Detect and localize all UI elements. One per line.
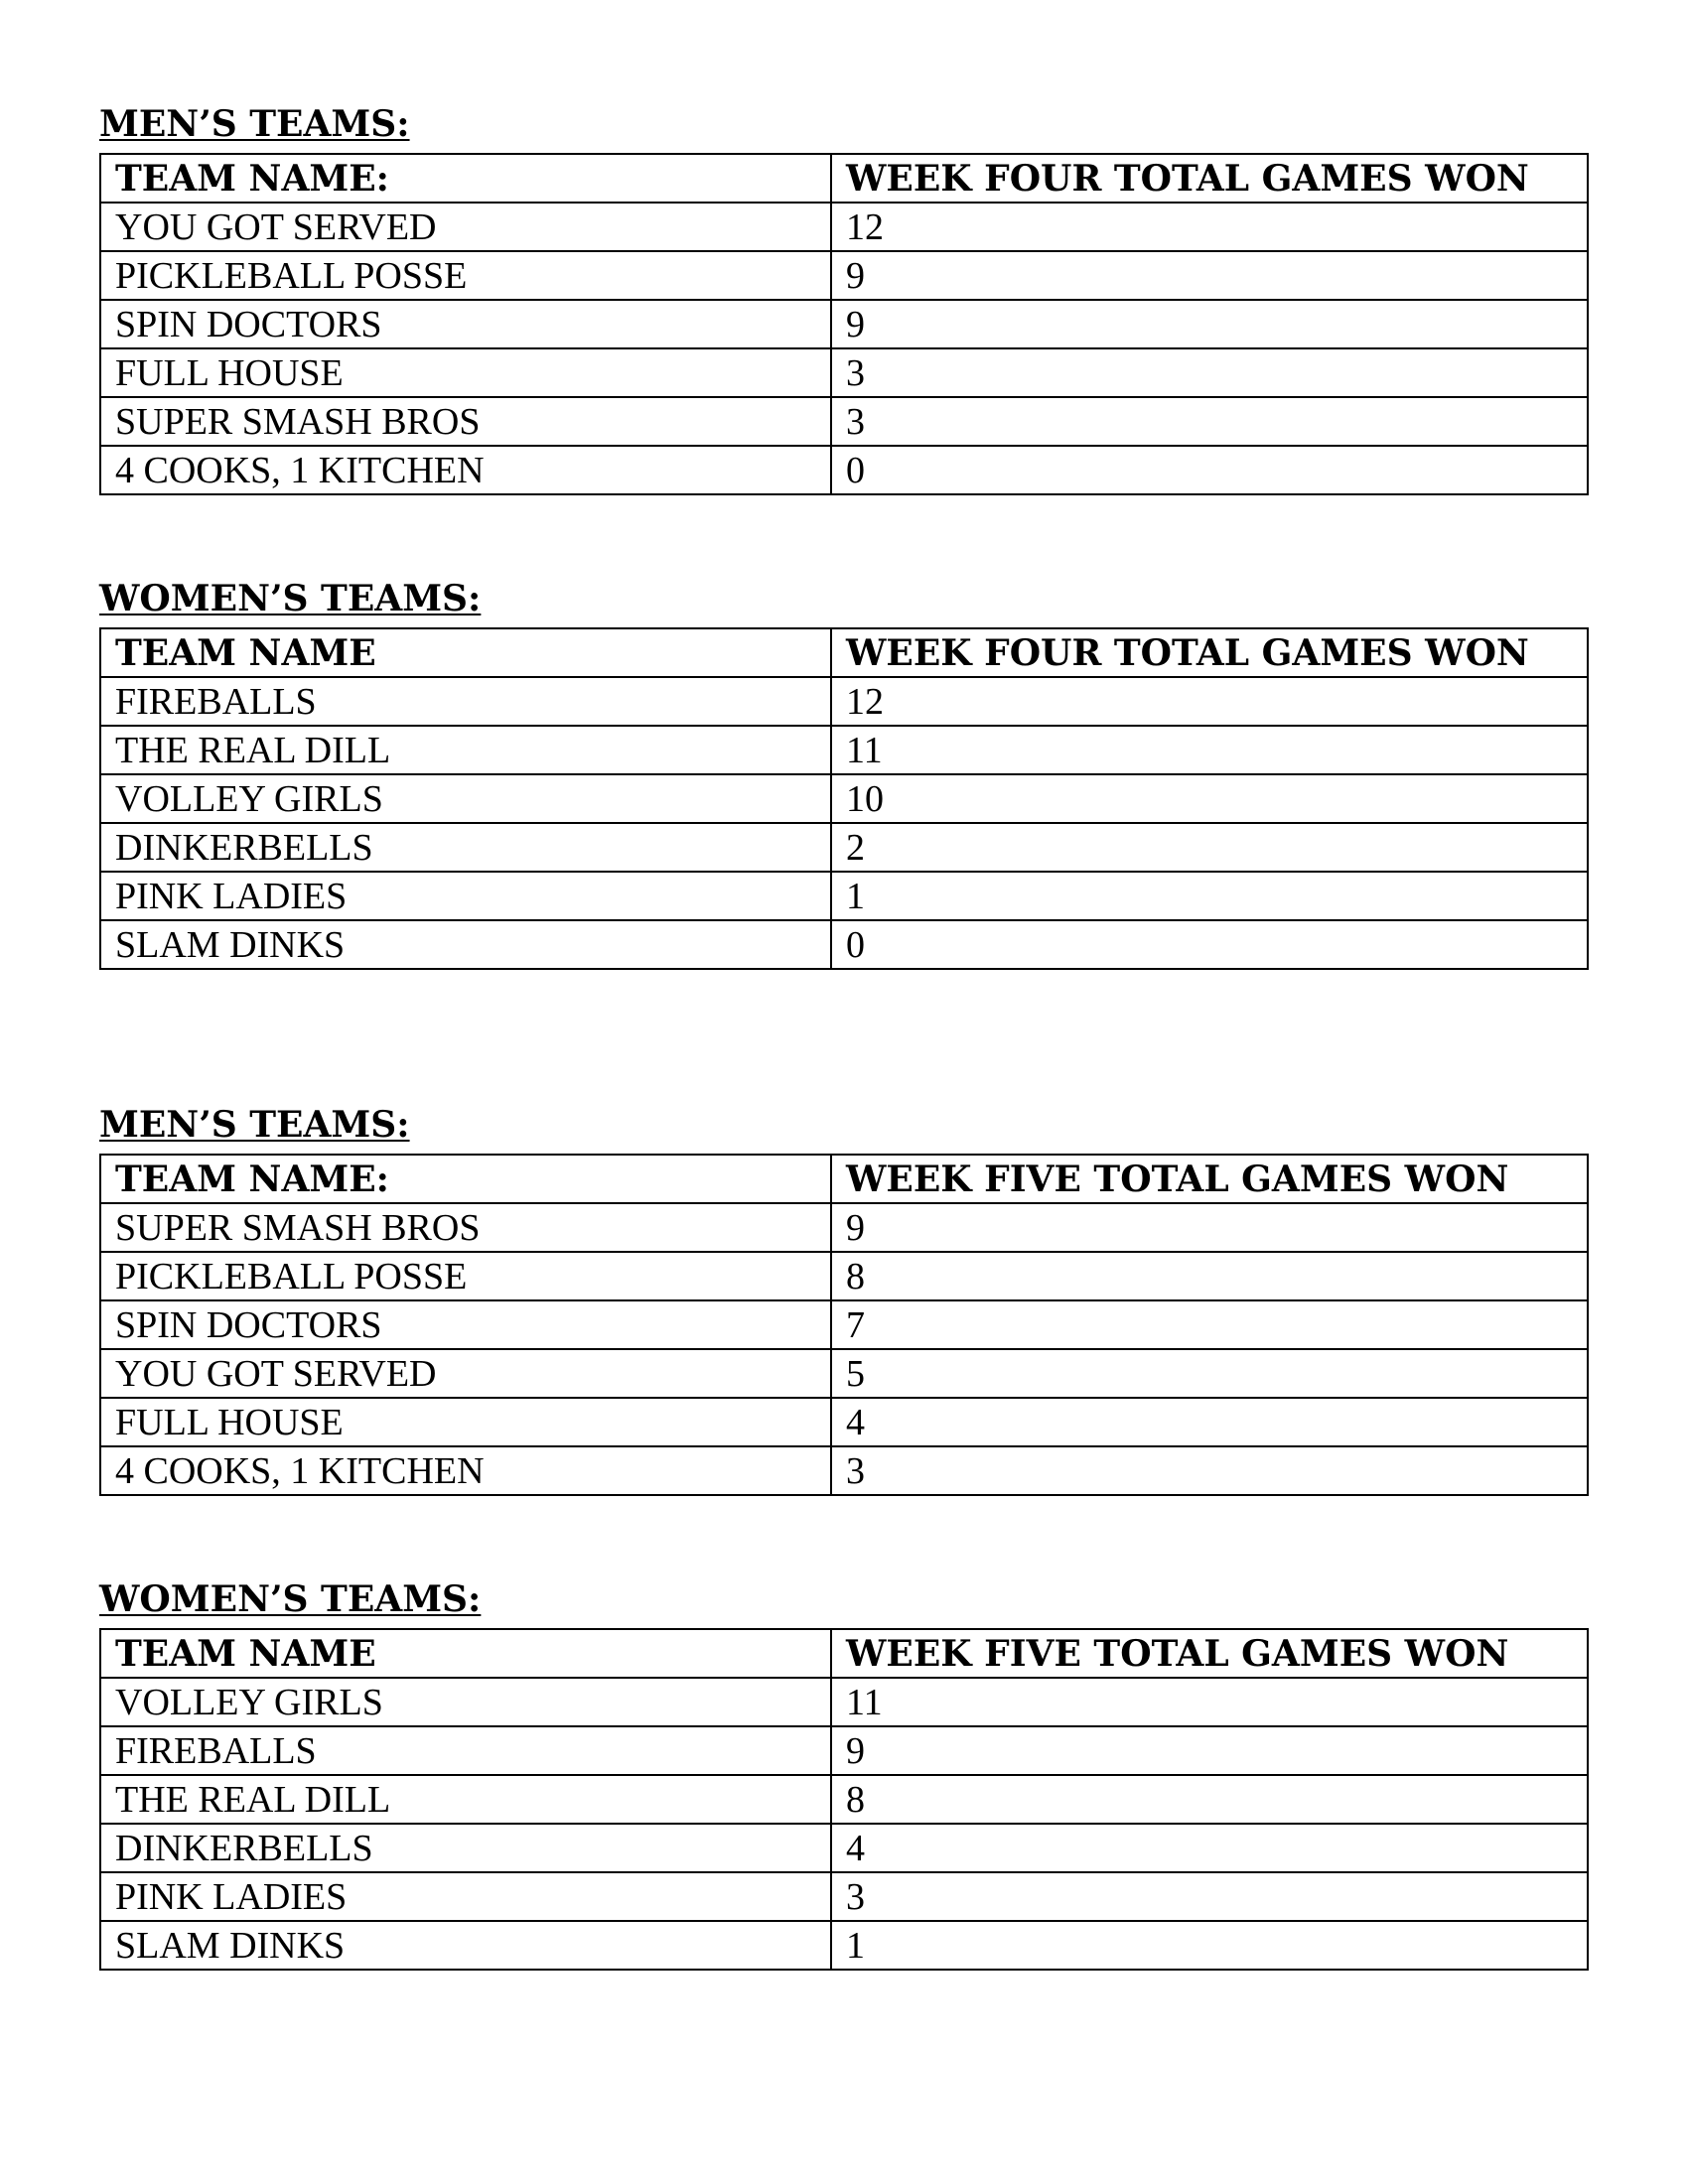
standings-table: [99, 1154, 1589, 1496]
games-won-cell: 1: [831, 872, 1588, 920]
games-won-header: WEEK FIVE TOTAL GAMES WON: [831, 1155, 1588, 1203]
team-name-header: TEAM NAME:: [100, 154, 831, 203]
team-name-cell: FULL HOUSE: [100, 348, 831, 397]
table-row: [100, 1446, 1588, 1495]
team-name-header: TEAM NAME: [100, 1629, 831, 1678]
team-name-cell: PICKLEBALL POSSE: [100, 251, 831, 300]
games-won-cell: 3: [831, 397, 1588, 446]
table-row: [100, 774, 1588, 823]
standings-table: [99, 153, 1589, 495]
games-won-cell: 8: [831, 1252, 1588, 1300]
table-row: [100, 446, 1588, 494]
table-row: [100, 1726, 1588, 1775]
table-row: [100, 1300, 1588, 1349]
table-row: [100, 1824, 1588, 1872]
games-won-cell: 5: [831, 1349, 1588, 1398]
table-row: [100, 300, 1588, 348]
table-row: [100, 823, 1588, 872]
table-header-row: [100, 1155, 1588, 1203]
team-name-cell: FIREBALLS: [100, 1726, 831, 1775]
table-row: [100, 251, 1588, 300]
table-row: [100, 1349, 1588, 1398]
table-row: [100, 1678, 1588, 1726]
table-row: [100, 920, 1588, 969]
table-header-row: [100, 154, 1588, 203]
games-won-cell: 0: [831, 446, 1588, 494]
table-row: [100, 1872, 1588, 1921]
team-name-cell: PINK LADIES: [100, 872, 831, 920]
games-won-header: WEEK FOUR TOTAL GAMES WON: [831, 154, 1588, 203]
table-header-row: [100, 1629, 1588, 1678]
team-name-cell: THE REAL DILL: [100, 726, 831, 774]
section-heading: MEN’S TEAMS:: [99, 1104, 410, 1146]
table-row: [100, 726, 1588, 774]
team-name-cell: YOU GOT SERVED: [100, 1349, 831, 1398]
team-name-cell: VOLLEY GIRLS: [100, 774, 831, 823]
table-row: [100, 1203, 1588, 1252]
table-row: [100, 1398, 1588, 1446]
team-name-cell: PINK LADIES: [100, 1872, 831, 1921]
table-row: [100, 1921, 1588, 1970]
games-won-cell: 1: [831, 1921, 1588, 1970]
games-won-cell: 9: [831, 1203, 1588, 1252]
team-name-cell: FULL HOUSE: [100, 1398, 831, 1446]
team-name-cell: SPIN DOCTORS: [100, 300, 831, 348]
games-won-header: WEEK FOUR TOTAL GAMES WON: [831, 628, 1588, 677]
games-won-cell: 9: [831, 300, 1588, 348]
team-name-cell: SLAM DINKS: [100, 1921, 831, 1970]
table-row: [100, 872, 1588, 920]
table-row: [100, 397, 1588, 446]
team-name-cell: SUPER SMASH BROS: [100, 397, 831, 446]
section-heading: WOMEN’S TEAMS:: [99, 578, 482, 619]
games-won-cell: 4: [831, 1398, 1588, 1446]
games-won-cell: 9: [831, 251, 1588, 300]
team-name-cell: DINKERBELLS: [100, 823, 831, 872]
team-name-header: TEAM NAME:: [100, 1155, 831, 1203]
games-won-cell: 12: [831, 203, 1588, 251]
table-row: [100, 677, 1588, 726]
team-name-cell: 4 COOKS, 1 KITCHEN: [100, 446, 831, 494]
team-name-cell: THE REAL DILL: [100, 1775, 831, 1824]
games-won-cell: 0: [831, 920, 1588, 969]
section-heading: WOMEN’S TEAMS:: [99, 1578, 482, 1620]
games-won-cell: 8: [831, 1775, 1588, 1824]
games-won-cell: 2: [831, 823, 1588, 872]
team-name-cell: SLAM DINKS: [100, 920, 831, 969]
games-won-cell: 4: [831, 1824, 1588, 1872]
table-row: [100, 348, 1588, 397]
team-name-header: TEAM NAME: [100, 628, 831, 677]
team-name-cell: SUPER SMASH BROS: [100, 1203, 831, 1252]
games-won-cell: 11: [831, 726, 1588, 774]
standings-table: [99, 1628, 1589, 1971]
games-won-cell: 10: [831, 774, 1588, 823]
team-name-cell: SPIN DOCTORS: [100, 1300, 831, 1349]
games-won-cell: 3: [831, 348, 1588, 397]
team-name-cell: 4 COOKS, 1 KITCHEN: [100, 1446, 831, 1495]
team-name-cell: PICKLEBALL POSSE: [100, 1252, 831, 1300]
team-name-cell: FIREBALLS: [100, 677, 831, 726]
team-name-cell: DINKERBELLS: [100, 1824, 831, 1872]
games-won-cell: 9: [831, 1726, 1588, 1775]
table-row: [100, 1252, 1588, 1300]
table-row: [100, 1775, 1588, 1824]
games-won-cell: 12: [831, 677, 1588, 726]
games-won-cell: 3: [831, 1446, 1588, 1495]
standings-table: [99, 627, 1589, 970]
games-won-cell: 7: [831, 1300, 1588, 1349]
games-won-cell: 3: [831, 1872, 1588, 1921]
games-won-header: WEEK FIVE TOTAL GAMES WON: [831, 1629, 1588, 1678]
section-heading: MEN’S TEAMS:: [99, 103, 410, 145]
team-name-cell: YOU GOT SERVED: [100, 203, 831, 251]
table-row: [100, 203, 1588, 251]
games-won-cell: 11: [831, 1678, 1588, 1726]
table-header-row: [100, 628, 1588, 677]
team-name-cell: VOLLEY GIRLS: [100, 1678, 831, 1726]
